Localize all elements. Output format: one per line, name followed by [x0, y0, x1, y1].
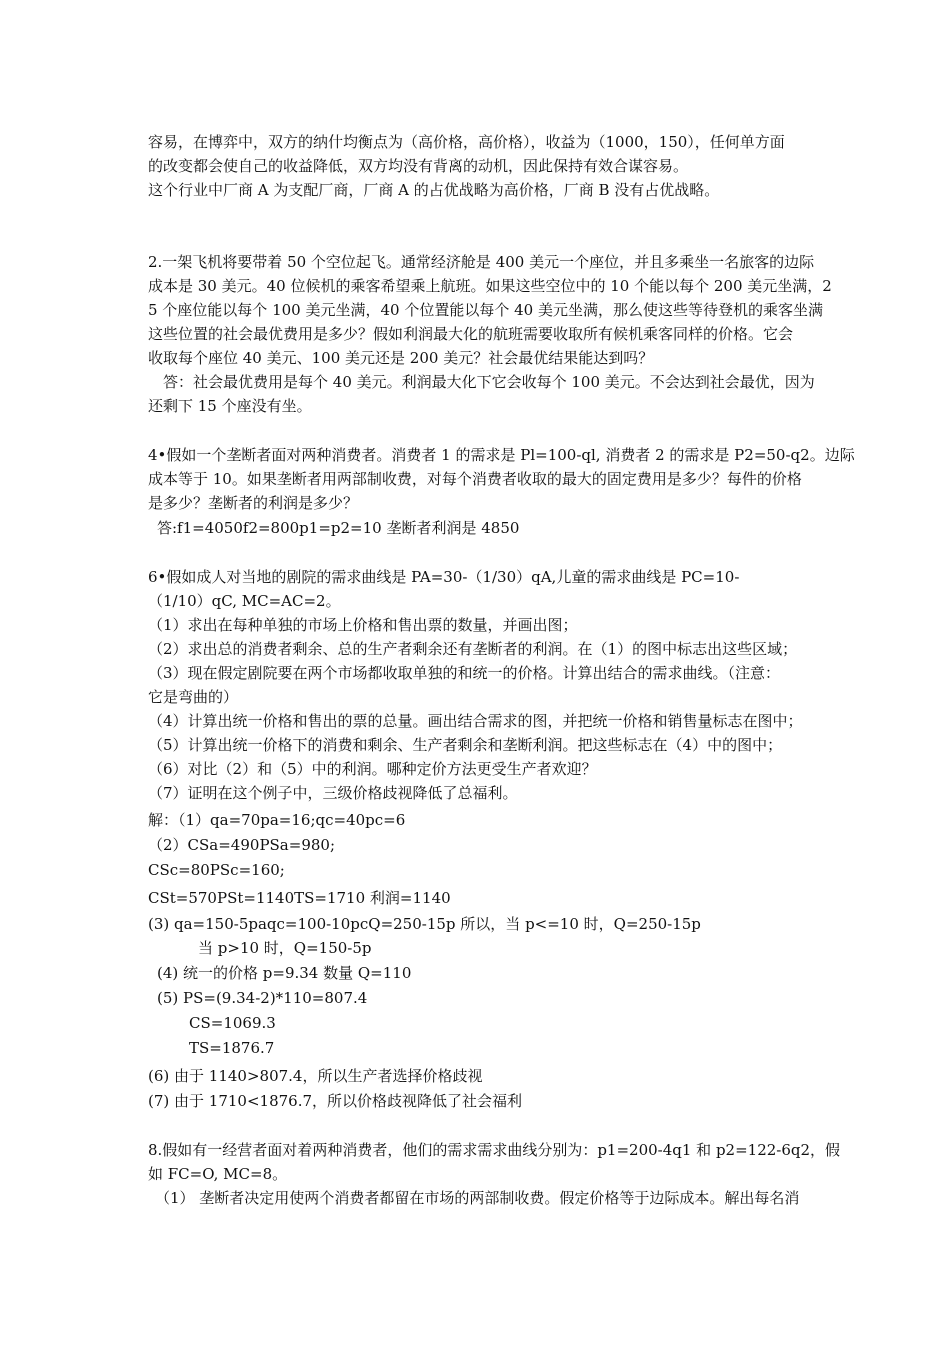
solution-line: (5) PS=(9.34-2)*110=807.4 — [157, 989, 368, 1007]
question-8-item: （1） 垄断者决定用使两个消费者都留在市场的两部制收费。假定价格等于边际成本。解出每名消 — [155, 1189, 800, 1207]
solution-line: (3) qa=150-5paqc=100-10pcQ=250-15p 所以，当 p<=10 时，Q=250-15p — [148, 915, 701, 933]
question-6-item: （1）求出在每种单独的市场上价格和售出票的数量，并画出图； — [148, 616, 578, 634]
question-2-line: 收取每个座位 40 美元、100 美元还是 200 美元？社会最优结果能达到吗？ — [148, 349, 654, 367]
solution-line: (7) 由于 1710<1876.7，所以价格歧视降低了社会福利 — [148, 1092, 523, 1110]
answer-2-line: 还剩下 15 个座没有坐。 — [148, 397, 312, 415]
question-4-line: 4•假如一个垄断者面对两种消费者。消费者 1 的需求是 Pl=100-ql, 消费者 2 的需求是 P2=50-q2。边际 — [148, 446, 855, 464]
solution-line: CSt=570PSt=1140TS=1710 利润=1140 — [148, 889, 451, 907]
solution-line: 当 p>10 时，Q=150-5p — [198, 939, 372, 957]
question-4-line: 是多少？垄断者的利润是多少？ — [148, 494, 359, 512]
question-6-line: 6•假如成人对当地的剧院的需求曲线是 PA=30-（1/30）qA,儿童的需求曲线是 PC=10- — [148, 568, 740, 586]
text-line: 这个行业中厂商 A 为支配厂商，厂商 A 的占优战略为高价格，厂商 B 没有占优战略。 — [148, 181, 720, 199]
question-2-line: 这些位置的社会最优费用是多少？假如利润最大化的航班需要收取所有候机乘客同样的价格。它会 — [148, 325, 794, 343]
question-6-line: （1/10）qC, MC=AC=2。 — [148, 592, 341, 610]
solution-line: (6) 由于 1140>807.4，所以生产者选择价格歧视 — [148, 1067, 483, 1085]
question-4-line: 成本等于 10。如果垄断者用两部制收费，对每个消费者收取的最大的固定费用是多少？每件的价格 — [148, 470, 802, 488]
text-line: 的改变都会使自己的收益降低，双方均没有背离的动机，因此保持有效合谋容易。 — [148, 157, 689, 175]
solution-line: (4) 统一的价格 p=9.34 数量 Q=110 — [157, 964, 412, 982]
question-2-line: 5 个座位能以每个 100 美元坐满，40 个位置能以每个 40 美元坐满，那么使这些等待登机的乘客坐满 — [148, 301, 823, 319]
question-6-item: （6）对比（2）和（5）中的利润。哪种定价方法更受生产者欢迎？ — [148, 760, 597, 778]
question-2-line: 2.一架飞机将要带着 50 个空位起飞。通常经济舱是 400 美元一个座位，并且多乘坐一名旅客的边际 — [148, 253, 815, 271]
solution-line: CS=1069.3 — [189, 1014, 276, 1032]
solution-line: CSc=80PSc=160; — [148, 861, 285, 879]
question-6-item: （2）求出总的消费者剩余、总的生产者剩余还有垄断者的利润。在（1）的图中标志出这些区域； — [148, 640, 798, 658]
question-2-line: 成本是 30 美元。40 位候机的乘客希望乘上航班。如果这些空位中的 10 个能以每个 200 美元坐满，2 — [148, 277, 832, 295]
answer-2-line: 答：社会最优费用是每个 40 美元。利润最大化下它会收每个 100 美元。不会达到社会最优，因为 — [163, 373, 815, 391]
solution-line: TS=1876.7 — [189, 1039, 275, 1057]
question-6-item: 它是弯曲的） — [148, 688, 239, 706]
question-8-line: 8.假如有一经营者面对着两种消费者，他们的需求需求曲线分别为：p1=200-4q1 和 p2=122-6q2，假 — [148, 1141, 841, 1159]
solution-line: （2）CSa=490PSa=980; — [148, 836, 336, 854]
answer-4-line: 答:f1=4050f2=800p1=p2=10 垄断者利润是 4850 — [157, 519, 520, 537]
solution-line: 解：（1）qa=70pa=16;qc=40pc=6 — [148, 811, 406, 829]
text-line: 容易，在博弈中，双方的纳什均衡点为（高价格，高价格），收益为（1000，150），任何单方面 — [148, 133, 785, 151]
question-6-item: （5）计算出统一价格下的消费和剩余、生产者剩余和垄断利润。把这些标志在（4）中的图中； — [148, 736, 783, 754]
question-8-line: 如 FC=O, MC=8。 — [148, 1165, 288, 1183]
question-6-item: （7）证明在这个例子中，三级价格歧视降低了总福利。 — [148, 784, 518, 802]
question-6-item: （4）计算出统一价格和售出的票的总量。画出结合需求的图，并把统一价格和销售量标志在图中； — [148, 712, 803, 730]
question-6-item: （3）现在假定剧院要在两个市场都收取单独的和统一的价格。计算出结合的需求曲线。（注意： — [148, 664, 781, 682]
